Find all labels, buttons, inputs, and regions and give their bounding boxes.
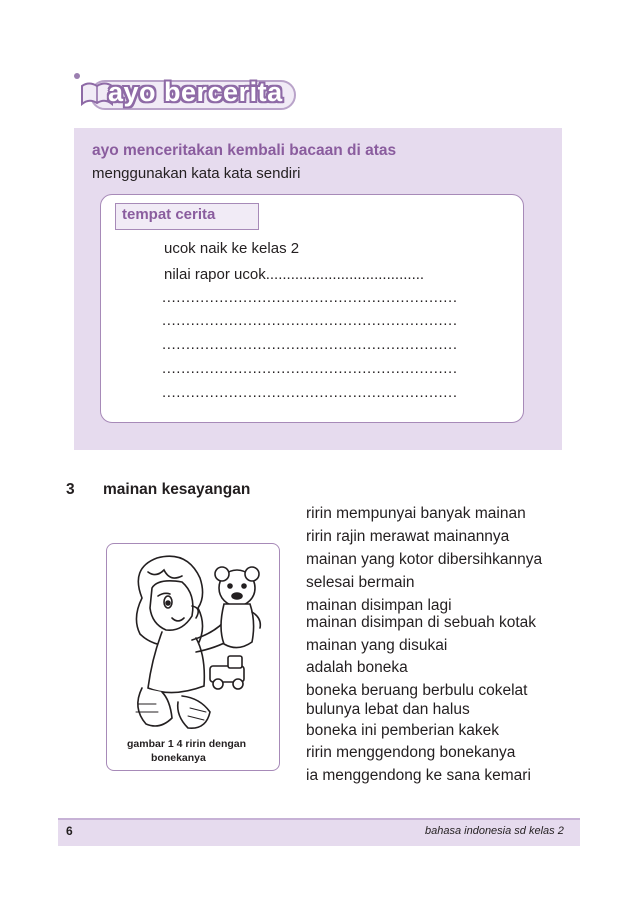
story-line: mainan yang disukai xyxy=(306,637,448,654)
girl-with-teddy-illustration xyxy=(112,548,274,736)
footer-rule xyxy=(58,818,580,820)
figure-caption-line2: bonekanya xyxy=(151,752,206,764)
story-line: nilai rapor ucok...................................... xyxy=(164,266,425,283)
blank-line: .............................................................. xyxy=(162,336,458,353)
story-line: ririn menggendong bonekanya xyxy=(306,744,516,761)
page-number: 6 xyxy=(66,824,73,838)
figure-caption: gambar 1 4 ririn dengan xyxy=(127,738,247,750)
story-line: adalah boneka xyxy=(306,659,408,676)
story-line: boneka beruang berbulu cokelat xyxy=(306,682,528,699)
instruction-title: ayo menceritakan kembali bacaan di atas xyxy=(92,142,397,159)
story-line: selesai bermain xyxy=(306,574,415,591)
book-title: bahasa indonesia sd kelas 2 xyxy=(425,825,564,837)
story-line: boneka ini pemberian kakek xyxy=(306,722,500,739)
story-line: bulunya lebat dan halus xyxy=(306,701,470,718)
story-line: mainan disimpan lagi xyxy=(306,597,452,614)
story-line: ucok naik ke kelas 2 xyxy=(164,240,300,257)
blank-line: .............................................................. xyxy=(162,360,458,377)
banner-title: ayo bercerita xyxy=(108,77,283,107)
blank-line: .............................................................. xyxy=(162,312,458,329)
story-line: ririn mempunyai banyak mainan xyxy=(306,505,526,522)
story-line: mainan disimpan di sebuah kotak xyxy=(306,614,537,631)
section-title: mainan kesayangan xyxy=(103,481,251,498)
instruction-subtitle: menggunakan kata kata sendiri xyxy=(92,165,301,182)
blank-line: .............................................................. xyxy=(162,384,458,401)
story-line: mainan yang kotor dibersihkannya xyxy=(306,551,543,568)
story-line: ririn rajin merawat mainannya xyxy=(306,528,510,545)
section-number: 3 xyxy=(66,481,75,498)
blank-line: .............................................................. xyxy=(162,289,458,306)
writing-tab-label: tempat cerita xyxy=(122,206,216,223)
story-line: ia menggendong ke sana kemari xyxy=(306,767,531,784)
